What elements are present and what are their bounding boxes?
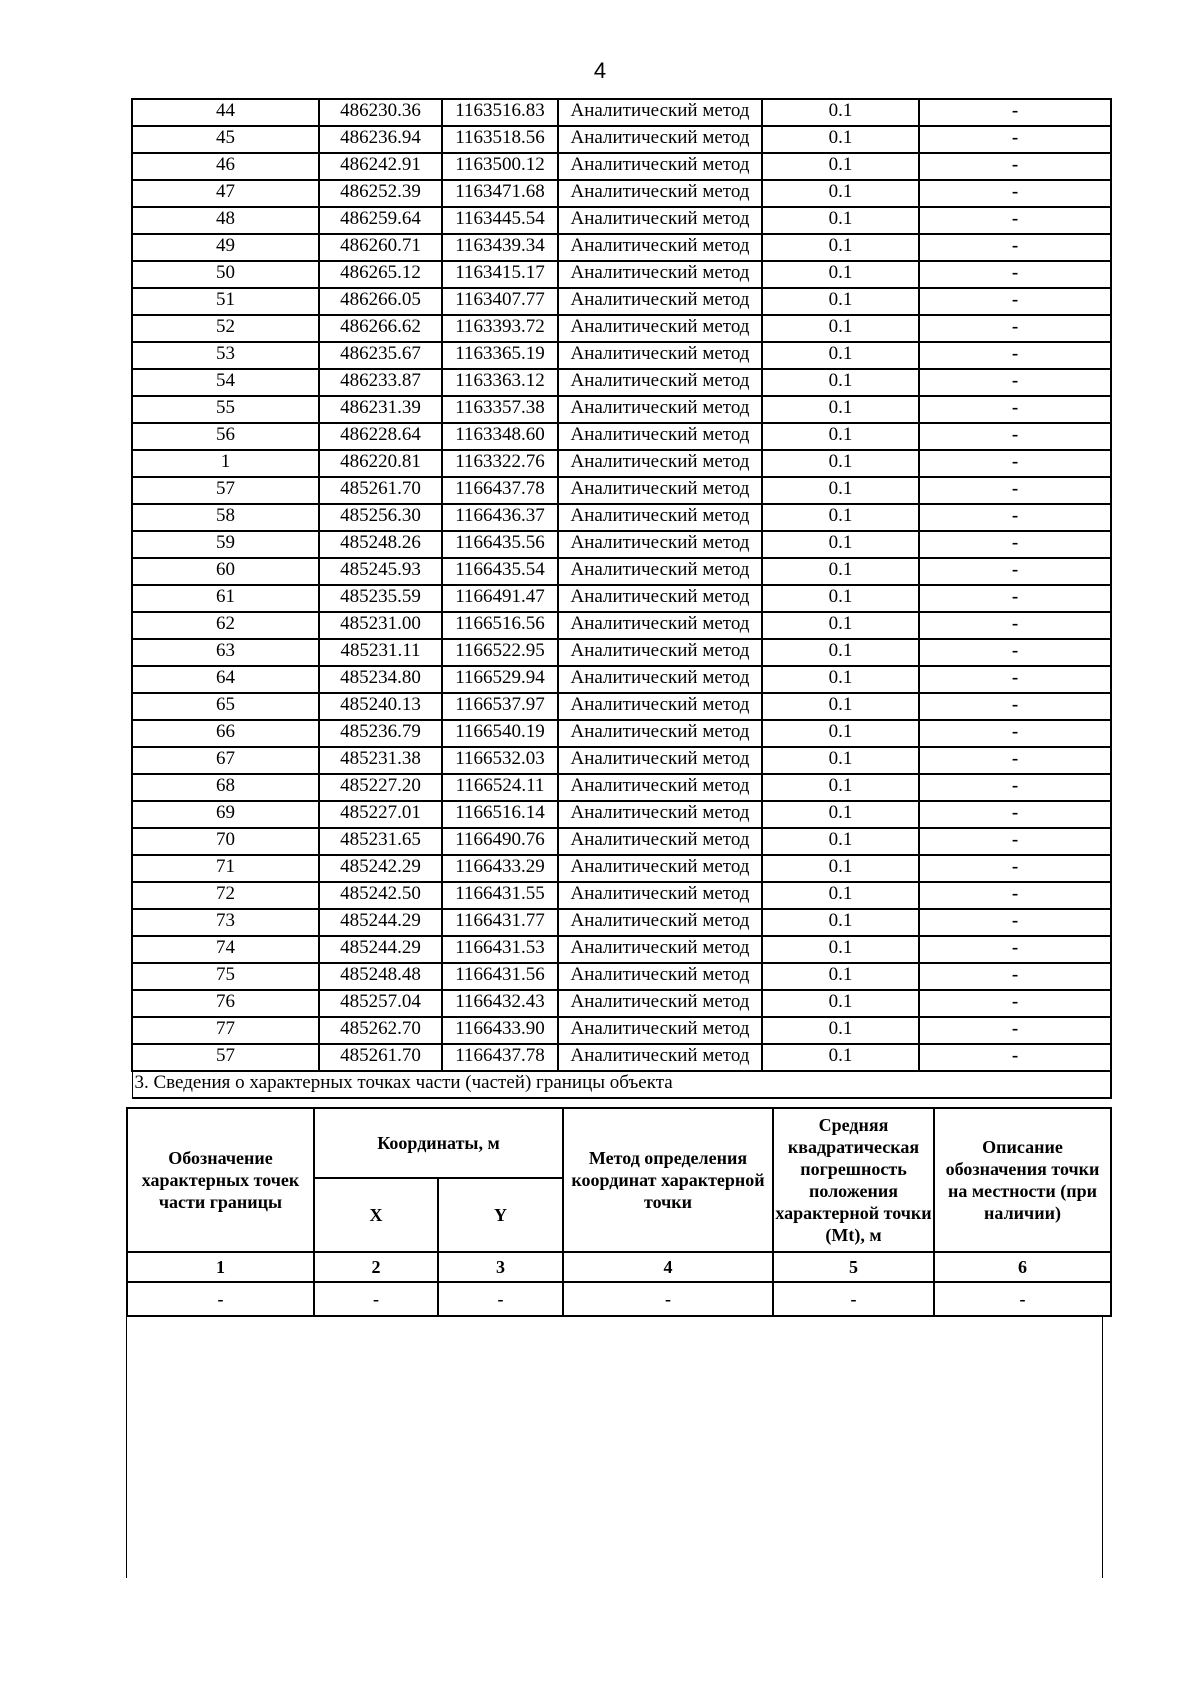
- point-number: 63: [132, 639, 319, 666]
- coord-x: 485227.20: [319, 774, 442, 801]
- coord-y: 1166437.78: [442, 477, 558, 504]
- empty-cell: -: [438, 1282, 563, 1316]
- table-row: [132, 990, 1111, 1017]
- section-title: 3. Сведения о характерных точках части (частей) границы объекта: [132, 1071, 1111, 1098]
- desc-cell: -: [919, 153, 1111, 180]
- point-number: 58: [132, 504, 319, 531]
- coord-y: 1163365.19: [442, 342, 558, 369]
- method-cell: Аналитический метод: [558, 801, 762, 828]
- point-number: 53: [132, 342, 319, 369]
- col-number: 4: [563, 1252, 773, 1282]
- point-number: 61: [132, 585, 319, 612]
- method-cell: Аналитический метод: [558, 882, 762, 909]
- coord-x: 485256.30: [319, 504, 442, 531]
- coord-x: 486266.62: [319, 315, 442, 342]
- method-cell: Аналитический метод: [558, 396, 762, 423]
- method-cell: Аналитический метод: [558, 315, 762, 342]
- point-number: 70: [132, 828, 319, 855]
- mt-cell: 0.1: [762, 909, 919, 936]
- mt-cell: 0.1: [762, 747, 919, 774]
- desc-cell: -: [919, 369, 1111, 396]
- coord-y: 1163393.72: [442, 315, 558, 342]
- desc-cell: -: [919, 477, 1111, 504]
- method-cell: Аналитический метод: [558, 747, 762, 774]
- method-cell: Аналитический метод: [558, 963, 762, 990]
- desc-cell: -: [919, 504, 1111, 531]
- table-row: [132, 909, 1111, 936]
- mt-cell: 0.1: [762, 207, 919, 234]
- mt-cell: 0.1: [762, 396, 919, 423]
- coord-y: 1163348.60: [442, 423, 558, 450]
- coord-y: 1166435.54: [442, 558, 558, 585]
- mt-cell: 0.1: [762, 855, 919, 882]
- method-cell: Аналитический метод: [558, 558, 762, 585]
- mt-cell: 0.1: [762, 639, 919, 666]
- point-number: 72: [132, 882, 319, 909]
- desc-cell: -: [919, 99, 1111, 126]
- coord-y: 1163471.68: [442, 180, 558, 207]
- coord-x: 485257.04: [319, 990, 442, 1017]
- mt-cell: 0.1: [762, 612, 919, 639]
- point-number: 52: [132, 315, 319, 342]
- table-row: [132, 369, 1111, 396]
- desc-cell: -: [919, 612, 1111, 639]
- mt-cell: 0.1: [762, 180, 919, 207]
- coord-y: 1166540.19: [442, 720, 558, 747]
- method-cell: Аналитический метод: [558, 153, 762, 180]
- coord-x: 485245.93: [319, 558, 442, 585]
- coord-y: 1163415.17: [442, 261, 558, 288]
- coord-y: 1166435.56: [442, 531, 558, 558]
- coord-x: 485262.70: [319, 1017, 442, 1044]
- point-number: 71: [132, 855, 319, 882]
- table-row: [132, 882, 1111, 909]
- mt-cell: 0.1: [762, 585, 919, 612]
- coord-y: 1166529.94: [442, 666, 558, 693]
- coord-x: 485231.65: [319, 828, 442, 855]
- coord-y: 1163445.54: [442, 207, 558, 234]
- mt-cell: 0.1: [762, 342, 919, 369]
- table-row: [132, 342, 1111, 369]
- coord-x: 485231.11: [319, 639, 442, 666]
- header-x: X: [314, 1178, 438, 1252]
- coord-x: 486259.64: [319, 207, 442, 234]
- desc-cell: -: [919, 423, 1111, 450]
- coord-y: 1163363.12: [442, 369, 558, 396]
- table-row: [132, 180, 1111, 207]
- desc-cell: -: [919, 234, 1111, 261]
- point-number: 64: [132, 666, 319, 693]
- coord-y: 1166436.37: [442, 504, 558, 531]
- col-number: 6: [934, 1252, 1111, 1282]
- method-cell: Аналитический метод: [558, 639, 762, 666]
- point-number: 69: [132, 801, 319, 828]
- point-number: 54: [132, 369, 319, 396]
- point-number: 49: [132, 234, 319, 261]
- desc-cell: -: [919, 990, 1111, 1017]
- mt-cell: 0.1: [762, 774, 919, 801]
- table-row: [132, 477, 1111, 504]
- coord-y: 1166431.55: [442, 882, 558, 909]
- table-row: [132, 153, 1111, 180]
- desc-cell: -: [919, 1017, 1111, 1044]
- mt-cell: 0.1: [762, 1017, 919, 1044]
- desc-cell: -: [919, 261, 1111, 288]
- table-row: [132, 423, 1111, 450]
- table-row: [132, 234, 1111, 261]
- method-cell: Аналитический метод: [558, 936, 762, 963]
- desc-cell: -: [919, 396, 1111, 423]
- coord-x: 485235.59: [319, 585, 442, 612]
- point-number: 77: [132, 1017, 319, 1044]
- method-cell: Аналитический метод: [558, 531, 762, 558]
- mt-cell: 0.1: [762, 126, 919, 153]
- desc-cell: -: [919, 585, 1111, 612]
- coord-y: 1163500.12: [442, 153, 558, 180]
- coord-y: 1166431.53: [442, 936, 558, 963]
- coord-x: 486228.64: [319, 423, 442, 450]
- coord-x: 485234.80: [319, 666, 442, 693]
- col-number: 2: [314, 1252, 438, 1282]
- table-row: [132, 639, 1111, 666]
- coord-y: 1166532.03: [442, 747, 558, 774]
- method-cell: Аналитический метод: [558, 585, 762, 612]
- coord-x: 485261.70: [319, 1044, 442, 1071]
- method-cell: Аналитический метод: [558, 477, 762, 504]
- coord-x: 485236.79: [319, 720, 442, 747]
- coord-y: 1166431.77: [442, 909, 558, 936]
- desc-cell: -: [919, 1044, 1111, 1071]
- table-row: [132, 774, 1111, 801]
- col-number: 3: [438, 1252, 563, 1282]
- point-number: 60: [132, 558, 319, 585]
- coord-y: 1166516.56: [442, 612, 558, 639]
- table-row: [132, 531, 1111, 558]
- coordinates-table: [131, 98, 1112, 1099]
- mt-cell: 0.1: [762, 963, 919, 990]
- method-cell: Аналитический метод: [558, 1017, 762, 1044]
- col-number: 1: [127, 1252, 314, 1282]
- table-row: [132, 504, 1111, 531]
- empty-data-row: [127, 1282, 1111, 1316]
- coord-x: 486236.94: [319, 126, 442, 153]
- desc-cell: -: [919, 531, 1111, 558]
- coord-x: 485240.13: [319, 693, 442, 720]
- header-coords: Координаты, м: [314, 1108, 563, 1178]
- mt-cell: 0.1: [762, 153, 919, 180]
- coord-y: 1163516.83: [442, 99, 558, 126]
- coord-y: 1166431.56: [442, 963, 558, 990]
- table-row: [132, 396, 1111, 423]
- method-cell: Аналитический метод: [558, 774, 762, 801]
- empty-cell: -: [563, 1282, 773, 1316]
- table-row: [132, 126, 1111, 153]
- method-cell: Аналитический метод: [558, 126, 762, 153]
- mt-cell: 0.1: [762, 801, 919, 828]
- frame-right-border: [1102, 1316, 1103, 1578]
- table-row: [132, 828, 1111, 855]
- coord-x: 486252.39: [319, 180, 442, 207]
- point-number: 66: [132, 720, 319, 747]
- header-desc: Описание обозначения точки на местности (при наличии): [934, 1108, 1111, 1252]
- mt-cell: 0.1: [762, 666, 919, 693]
- point-number: 68: [132, 774, 319, 801]
- desc-cell: -: [919, 801, 1111, 828]
- mt-cell: 0.1: [762, 531, 919, 558]
- table-row: [132, 747, 1111, 774]
- method-cell: Аналитический метод: [558, 504, 762, 531]
- point-number: 57: [132, 477, 319, 504]
- coord-y: 1166432.43: [442, 990, 558, 1017]
- coord-x: 486266.05: [319, 288, 442, 315]
- desc-cell: -: [919, 666, 1111, 693]
- table-row: [132, 558, 1111, 585]
- coord-y: 1163518.56: [442, 126, 558, 153]
- mt-cell: 0.1: [762, 936, 919, 963]
- method-cell: Аналитический метод: [558, 855, 762, 882]
- coord-x: 485242.29: [319, 855, 442, 882]
- mt-cell: 0.1: [762, 558, 919, 585]
- coord-x: 486265.12: [319, 261, 442, 288]
- mt-cell: 0.1: [762, 828, 919, 855]
- desc-cell: -: [919, 180, 1111, 207]
- method-cell: Аналитический метод: [558, 180, 762, 207]
- coord-x: 485231.00: [319, 612, 442, 639]
- mt-cell: 0.1: [762, 990, 919, 1017]
- coord-y: 1166433.90: [442, 1017, 558, 1044]
- table-row: [132, 315, 1111, 342]
- coord-y: 1166437.78: [442, 1044, 558, 1071]
- coord-x: 485244.29: [319, 909, 442, 936]
- empty-cell: -: [773, 1282, 934, 1316]
- empty-cell: -: [934, 1282, 1111, 1316]
- table-row: [132, 612, 1111, 639]
- mt-cell: 0.1: [762, 504, 919, 531]
- coord-y: 1163322.76: [442, 450, 558, 477]
- mt-cell: 0.1: [762, 369, 919, 396]
- table-row: [132, 585, 1111, 612]
- point-number: 55: [132, 396, 319, 423]
- mt-cell: 0.1: [762, 882, 919, 909]
- table-row: [132, 450, 1111, 477]
- method-cell: Аналитический метод: [558, 909, 762, 936]
- col-number: 5: [773, 1252, 934, 1282]
- point-number: 48: [132, 207, 319, 234]
- header-method: Метод определения координат характерной точки: [563, 1108, 773, 1252]
- coord-y: 1163357.38: [442, 396, 558, 423]
- desc-cell: -: [919, 450, 1111, 477]
- desc-cell: -: [919, 558, 1111, 585]
- desc-cell: -: [919, 207, 1111, 234]
- table-row: [132, 666, 1111, 693]
- coord-y: 1166537.97: [442, 693, 558, 720]
- coord-x: 486233.87: [319, 369, 442, 396]
- point-number: 75: [132, 963, 319, 990]
- method-cell: Аналитический метод: [558, 720, 762, 747]
- mt-cell: 0.1: [762, 315, 919, 342]
- method-cell: Аналитический метод: [558, 612, 762, 639]
- desc-cell: -: [919, 936, 1111, 963]
- desc-cell: -: [919, 288, 1111, 315]
- coord-x: 485227.01: [319, 801, 442, 828]
- table-row: [132, 207, 1111, 234]
- desc-cell: -: [919, 855, 1111, 882]
- desc-cell: -: [919, 126, 1111, 153]
- method-cell: Аналитический метод: [558, 369, 762, 396]
- table-row: [132, 720, 1111, 747]
- table-row: [132, 1044, 1111, 1071]
- coord-x: 486260.71: [319, 234, 442, 261]
- desc-cell: -: [919, 882, 1111, 909]
- header-y: Y: [438, 1178, 563, 1252]
- coord-x: 485261.70: [319, 477, 442, 504]
- coord-y: 1166524.11: [442, 774, 558, 801]
- desc-cell: -: [919, 693, 1111, 720]
- point-number: 57: [132, 1044, 319, 1071]
- desc-cell: -: [919, 909, 1111, 936]
- mt-cell: 0.1: [762, 693, 919, 720]
- desc-cell: -: [919, 828, 1111, 855]
- desc-cell: -: [919, 747, 1111, 774]
- coord-y: 1166491.47: [442, 585, 558, 612]
- point-number: 50: [132, 261, 319, 288]
- part-boundary-table: [126, 1107, 1112, 1317]
- header-mt: Средняя квадратическая погрешность положения характерной точки (Mt), м: [773, 1108, 934, 1252]
- coord-y: 1163439.34: [442, 234, 558, 261]
- method-cell: Аналитический метод: [558, 450, 762, 477]
- section-title-row: [132, 1071, 1111, 1098]
- point-number: 67: [132, 747, 319, 774]
- method-cell: Аналитический метод: [558, 666, 762, 693]
- desc-cell: -: [919, 720, 1111, 747]
- mt-cell: 0.1: [762, 477, 919, 504]
- point-number: 1: [132, 450, 319, 477]
- point-number: 62: [132, 612, 319, 639]
- coord-y: 1166433.29: [442, 855, 558, 882]
- table-row: [132, 693, 1111, 720]
- mt-cell: 0.1: [762, 261, 919, 288]
- coord-x: 486235.67: [319, 342, 442, 369]
- mt-cell: 0.1: [762, 1044, 919, 1071]
- method-cell: Аналитический метод: [558, 261, 762, 288]
- mt-cell: 0.1: [762, 720, 919, 747]
- coordinates-table-body: [132, 99, 1111, 1098]
- method-cell: Аналитический метод: [558, 990, 762, 1017]
- point-number: 51: [132, 288, 319, 315]
- mt-cell: 0.1: [762, 99, 919, 126]
- method-cell: Аналитический метод: [558, 423, 762, 450]
- table-row: [132, 261, 1111, 288]
- point-number: 74: [132, 936, 319, 963]
- point-number: 73: [132, 909, 319, 936]
- method-cell: Аналитический метод: [558, 693, 762, 720]
- empty-cell: -: [314, 1282, 438, 1316]
- coord-y: 1163407.77: [442, 288, 558, 315]
- coord-y: 1166490.76: [442, 828, 558, 855]
- desc-cell: -: [919, 639, 1111, 666]
- table-row: [132, 801, 1111, 828]
- mt-cell: 0.1: [762, 288, 919, 315]
- table-row: [132, 288, 1111, 315]
- method-cell: Аналитический метод: [558, 234, 762, 261]
- column-numbers-row: [127, 1252, 1111, 1282]
- coord-y: 1166516.14: [442, 801, 558, 828]
- point-number: 46: [132, 153, 319, 180]
- point-number: 65: [132, 693, 319, 720]
- desc-cell: -: [919, 774, 1111, 801]
- table-row: [132, 99, 1111, 126]
- coord-x: 485248.48: [319, 963, 442, 990]
- header-designation: Обозначение характерных точек части границы: [127, 1108, 314, 1252]
- method-cell: Аналитический метод: [558, 342, 762, 369]
- coord-x: 486242.91: [319, 153, 442, 180]
- table-row: [132, 1017, 1111, 1044]
- method-cell: Аналитический метод: [558, 1044, 762, 1071]
- desc-cell: -: [919, 342, 1111, 369]
- coord-x: 485242.50: [319, 882, 442, 909]
- coord-x: 485248.26: [319, 531, 442, 558]
- coord-x: 486231.39: [319, 396, 442, 423]
- table-row: [132, 963, 1111, 990]
- mt-cell: 0.1: [762, 450, 919, 477]
- point-number: 76: [132, 990, 319, 1017]
- coord-x: 486220.81: [319, 450, 442, 477]
- desc-cell: -: [919, 315, 1111, 342]
- method-cell: Аналитический метод: [558, 288, 762, 315]
- method-cell: Аналитический метод: [558, 207, 762, 234]
- table-row: [132, 936, 1111, 963]
- coord-x: 485231.38: [319, 747, 442, 774]
- empty-cell: -: [127, 1282, 314, 1316]
- desc-cell: -: [919, 963, 1111, 990]
- point-number: 47: [132, 180, 319, 207]
- method-cell: Аналитический метод: [558, 828, 762, 855]
- point-number: 59: [132, 531, 319, 558]
- coord-y: 1166522.95: [442, 639, 558, 666]
- point-number: 44: [132, 99, 319, 126]
- coord-x: 486230.36: [319, 99, 442, 126]
- frame-left-border: [126, 1316, 127, 1578]
- mt-cell: 0.1: [762, 234, 919, 261]
- page-number: 4: [593, 58, 607, 83]
- method-cell: Аналитический метод: [558, 99, 762, 126]
- coord-x: 485244.29: [319, 936, 442, 963]
- point-number: 45: [132, 126, 319, 153]
- table-row: [132, 855, 1111, 882]
- point-number: 56: [132, 423, 319, 450]
- mt-cell: 0.1: [762, 423, 919, 450]
